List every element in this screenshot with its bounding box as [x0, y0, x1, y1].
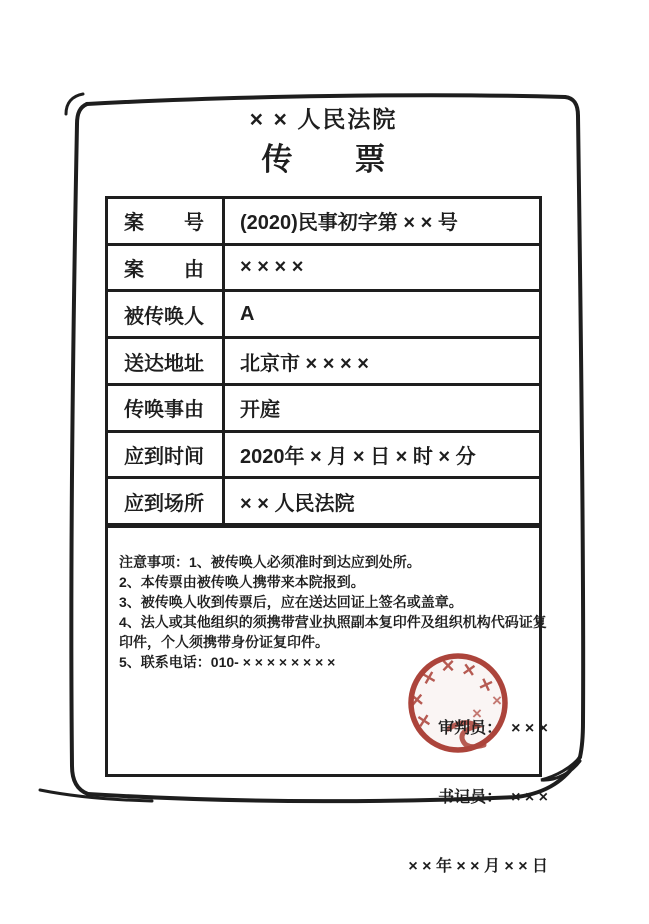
row-value: 北京市 × × × × [240, 352, 369, 375]
paper-topleft-corner [77, 104, 87, 124]
seal-x-mark: × [475, 670, 497, 699]
seal-x-mark: × [492, 691, 502, 710]
seal-x-mark: × [415, 706, 433, 735]
row-label: 传唤事由 [108, 386, 225, 430]
table-row-cause [108, 246, 539, 293]
row-label: 案 号 [108, 199, 225, 243]
table-row-case-number [108, 199, 539, 246]
row-label: 被传唤人 [108, 292, 225, 336]
table-row-appear-place [108, 479, 539, 528]
notice-line: 3、被传唤人收到传票后，应在送达回证上签名或盖章。 [119, 594, 463, 610]
seal-x-mark: × [441, 653, 455, 678]
notice-line: 注意事项：1、被传唤人必须准时到达应到处所。 [119, 554, 421, 570]
table-row-summoned-person [108, 292, 539, 339]
notice-line: 印件，个人须携带身份证复印件。 [119, 634, 329, 650]
document-title: 传 票 [261, 142, 386, 177]
signature-block [330, 671, 548, 924]
court-name-title: × × 人民法院 [249, 106, 398, 132]
seal-x-mark: × [472, 704, 482, 723]
row-label: 案 由 [108, 246, 225, 290]
row-value: 2020年 × 月 × 日 × 时 × 分 [240, 445, 476, 468]
notice-line: 2、本传票由被传唤人携带来本院报到。 [119, 574, 365, 590]
seal-x-mark: × [460, 656, 478, 683]
seal-x-mark: × [419, 663, 439, 692]
row-value: × × × × [240, 256, 304, 279]
row-label: 应到时间 [108, 433, 225, 477]
row-label: 送达地址 [108, 339, 225, 383]
row-value: (2020)民事初字第 × × 号 [240, 212, 458, 235]
clerk-line: 书记员： × × × [438, 789, 548, 806]
table-row-summons-reason [108, 386, 539, 433]
seal-x-mark: × [409, 686, 425, 713]
date-line: × × 年 × × 月 × × 日 [408, 858, 548, 875]
row-value: 开庭 [240, 399, 280, 422]
judge-line: 审判员： × × × [438, 720, 548, 737]
table-row-service-address [108, 339, 539, 386]
paper-right-edge [578, 116, 583, 757]
notice-line: 5、联系电话：010- × × × × × × × × [119, 654, 336, 670]
table-rows [108, 199, 539, 528]
row-value: A [240, 302, 255, 325]
table-row-appear-time [108, 433, 539, 480]
paper-topright-corner [565, 97, 578, 116]
row-value: × × 人民法院 [240, 492, 355, 515]
notice-line: 4、法人或其他组织的须携带营业执照副本复印件及组织机构代码证复 [119, 614, 547, 630]
row-label: 应到场所 [108, 479, 225, 523]
paper-left-edge [71, 124, 88, 794]
